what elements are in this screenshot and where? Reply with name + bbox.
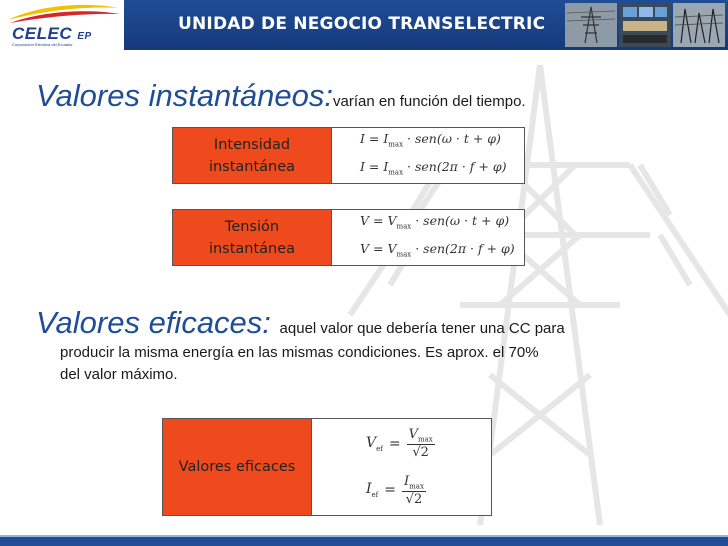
intensity-table [172,127,525,184]
intensity-formula-2: $I = I_{max} \cdot sen(2\pi \cdot f + \varphi)$ [360,158,507,176]
voltage-label-line2: instantánea [208,240,296,257]
effective-description-line2: producir la misma energía en las mismas condiciones. Es aprox. el 70% [60,344,539,361]
effective-title: Valores eficaces: [36,305,271,340]
page-title: UNIDAD DE NEGOCIO TRANSELECTRIC [178,14,546,34]
intensity-label-line2: instantánea [208,158,296,175]
intensity-formulas [332,128,507,183]
footer-bar [0,537,728,546]
voltage-formulas [332,210,515,265]
current-effective-formula: $I_{ef}$ = $\frac{I_{max}}{√2}$ [366,474,424,507]
voltage-label [173,210,332,265]
instantaneous-heading [36,78,526,114]
effective-description: aquel valor que debería tener una CC para [279,320,565,337]
celec-logo [0,0,124,50]
current-fraction: $\frac{I_{max}}{√2}$ [404,474,424,507]
voltage-formula-2: $V = V_{max} \cdot sen(2\pi \cdot f + \varphi)$ [360,240,515,258]
substation-photos-icon [565,3,725,47]
voltage-fraction: $\frac{V_{max}}{√2}$ [408,427,433,460]
header-photos [565,3,725,47]
logo-subtitle: Corporación Eléctrica del Ecuador [12,42,73,47]
voltage-table [172,209,525,266]
effective-formulas [312,419,435,515]
intensity-label [173,128,332,183]
instantaneous-title: Valores instantáneos: [36,78,333,113]
effective-label-text: Valores eficaces [178,459,296,475]
logo-suffix: EP [77,31,92,42]
instantaneous-description: varían en función del tiempo. [332,93,526,110]
intensity-label-line1: Intensidad [213,136,291,153]
effective-description-line3: del valor máximo. [60,366,178,383]
effective-label [163,419,312,515]
voltage-effective-formula: $V_{ef}$ = $\frac{V_{max}}{√2}$ [366,427,433,460]
logo-swoosh-icon [0,0,124,26]
effective-values-table [162,418,492,516]
voltage-formula-1: $V = V_{max} \cdot sen(\omega \cdot t + \varphi)$ [360,213,510,231]
voltage-label-line1: Tensión [224,218,280,235]
header-bar [0,0,728,50]
effective-heading [36,305,565,341]
intensity-formula-1: $I = I_{max} \cdot sen(\omega \cdot t + \varphi)$ [360,131,501,149]
logo-text: CELEC [12,24,73,43]
